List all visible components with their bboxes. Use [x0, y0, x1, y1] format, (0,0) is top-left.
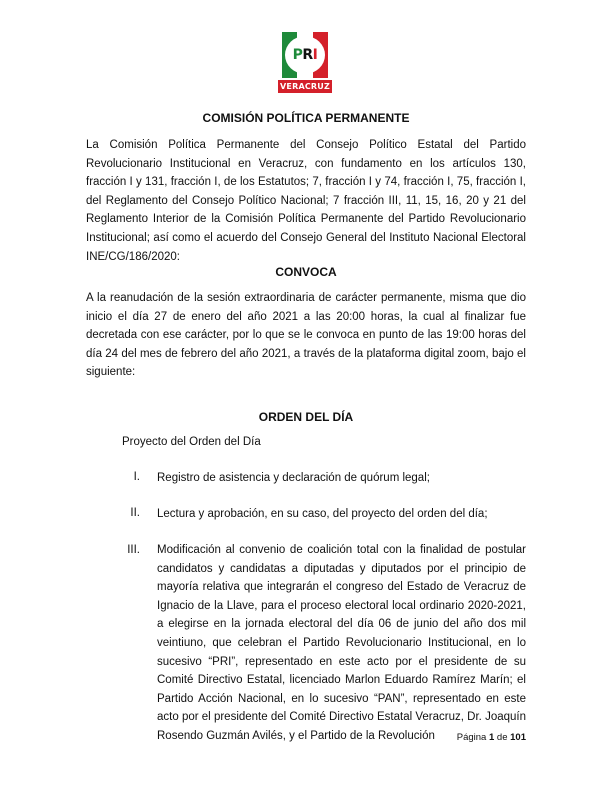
logo-letters: P R I [292, 47, 318, 63]
pri-veracruz-logo [278, 32, 332, 98]
agenda-item: Registro de asistencia y declaración de quórum legal; [157, 472, 430, 484]
item-number: II. [130, 507, 140, 519]
logo-circle [285, 36, 325, 74]
item-number: III. [127, 544, 140, 556]
logo-banner: VERACRUZ [278, 80, 332, 93]
item-number: I. [133, 471, 140, 483]
logo-tricolor [282, 32, 328, 78]
page-footer: Página 1 de 101 [456, 732, 526, 743]
convoca-paragraph: A la reanudación de la sesión extraordinaria de carácter permanente, misma que dio inicio el día 27 de enero del año 2021 a las 20:00 horas, la cual al finalizar fue decretada con ese carácter, por lo que se le convoca en punto de las 19:00 horas del día 24 del mes de febrero del año 2021, a través de la plataforma digital zoom, bajo el siguiente: [86, 292, 526, 379]
intro-paragraph: La Comisión Política Permanente del Consejo Político Estatal del Partido Revolucionario Institucional en Veracruz, con fundamento en los artículos 130, fracción I y 131, fracción I, de los Estatutos; 7, fracción I y 74, fracción I, 75, fracción I, del Reglamento del Consejo Político Nacional; 7 fracción III, 11, 15, 16, 20 y 21 del Reglamento Interior de la Comisión Política Permanente del Partido Revolucionario Institucional; así como el acuerdo del Consejo General del Instituto Nacional Electoral INE/CG/186/2020: [86, 139, 526, 263]
agenda-item: Modificación al convenio de coalición total con la finalidad de postular candidatos y candidatas a diputadas y diputados por el principio de mayoría relativa que integrarán el congreso del Estado de Veracruz de Ignacio de la Llave, para el proceso electoral local ordinario 2020-2021, a elegirse en la jornada electoral del día 06 de junio del año dos mil veintiuno, que celebran el Partido Revolucionario Institucional, en lo sucesivo “PRI”, representado en este acto por el presidente de su Comité Directivo Estatal, licenciado Marlon Eduardo Ramírez Marín; el Partido Acción Nacional, en lo sucesivo “PAN”, representado en este acto por el presidente del Comité Directivo Estatal Veracruz, Dr. Joaquín Rosendo Guzmán Avilés, y el Partido de la Revolución [157, 544, 526, 742]
convoca-title: CONVOCA [275, 265, 337, 279]
agenda-item: Lectura y aprobación, en su caso, del proyecto del orden del día; [157, 508, 488, 520]
orden-title: ORDEN DEL DÍA [258, 410, 354, 424]
heading: COMISIÓN POLÍTICA PERMANENTE [202, 111, 410, 125]
proyecto-label: Proyecto del Orden del Día [122, 436, 261, 448]
